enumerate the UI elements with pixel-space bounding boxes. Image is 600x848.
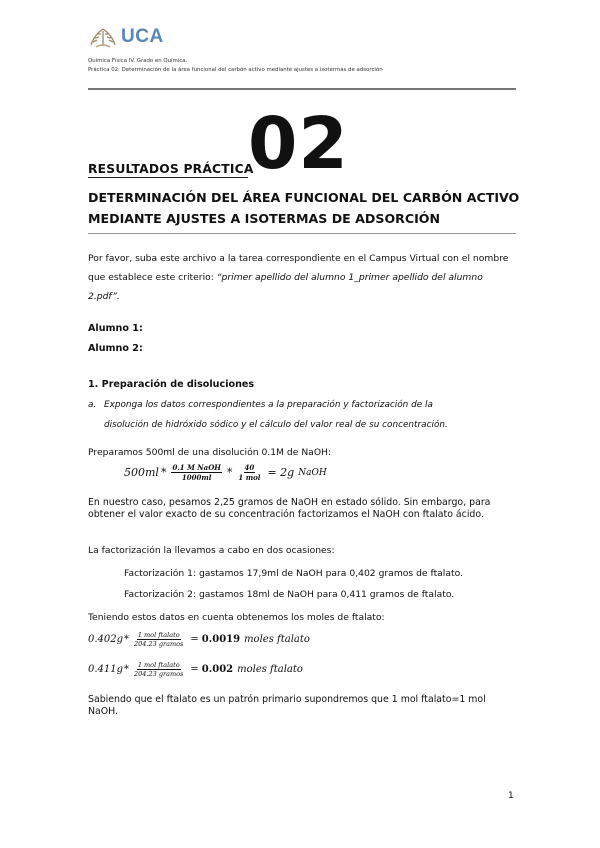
intro-text: Por favor, suba este archivo a la tarea correspondiente en el Campus Virtual con el nombre que establece este criterio:	[88, 253, 509, 283]
eq2-op: *	[124, 634, 130, 645]
subsection-a-line-1: Exponga los datos correspondientes a la preparación y factorización de la	[104, 400, 433, 410]
subsection-a	[88, 395, 520, 435]
page-number: 1	[508, 791, 514, 801]
eq2-result: 0.0019	[201, 634, 241, 645]
eq3-denominator: 204.23 gramos	[134, 670, 184, 678]
title-rule	[88, 233, 516, 234]
eq1-fraction-2	[237, 463, 261, 482]
factorization-1: Factorización 1: gastamos 17,9ml de NaOH para 0,402 gramos de ftalato.	[124, 568, 463, 579]
patron-paragraph: Sabiendo que el ftalato es un patrón primario supondremos que 1 mol ftalato=1 mol NaOH.	[88, 694, 486, 717]
case-paragraph: En nuestro caso, pesamos 2,25 gramos de NaOH en estado sólido. Sin embargo, para obtener el valor exacto de su concentración factorizamos el NaOH con ftalato ácido.	[88, 497, 491, 520]
eq1-rhs: = 2g	[267, 466, 295, 479]
title-line-2: MEDIANTE AJUSTES A ISOTERMAS DE ADSORCIÓN	[88, 211, 441, 226]
moles-paragraph: Teniendo estos datos en cuenta obtenemos los moles de ftalato:	[88, 612, 385, 623]
results-underline	[88, 177, 248, 178]
eq1-op-2: *	[226, 466, 233, 479]
laurel-emblem-icon	[88, 25, 118, 49]
eq3-lhs: 0.411g	[88, 664, 124, 675]
eq1-f1-numerator: 0.1 M NaOH	[172, 463, 221, 472]
eq1-lhs: 500ml	[124, 466, 159, 479]
eq1-unit: NaOH	[298, 467, 327, 478]
eq3-result: 0.002	[201, 664, 234, 675]
factorization-2: Factorización 2: gastamos 18ml de NaOH para 0,411 gramos de ftalato.	[124, 589, 455, 600]
eq1-op: *	[160, 466, 167, 479]
eq2-denominator: 204.23 gramos	[134, 640, 184, 648]
prepare-paragraph: Preparamos 500ml de una disolución 0.1M de NaOH:	[88, 447, 332, 458]
page-title	[88, 187, 528, 229]
eq3-unit: moles ftalato	[237, 664, 303, 675]
eq2-numerator: 1 mol ftalato	[137, 631, 180, 639]
equation-moles-2	[88, 661, 303, 678]
eq2-lhs: 0.402g	[88, 634, 124, 645]
header-practice: Práctica 02: Determinación de la área funcional del carbón activo mediante ajustes a isotermas de adsorción	[88, 67, 383, 73]
eq2-fraction	[133, 631, 184, 648]
eq1-fraction-1	[171, 463, 221, 482]
eq3-fraction	[133, 661, 184, 678]
eq3-op: *	[124, 664, 130, 675]
eq3-equals: =	[190, 664, 199, 675]
intro-paragraph	[88, 249, 516, 306]
student-2-label: Alumno 2:	[88, 343, 143, 354]
subsection-a-label: a.	[88, 400, 97, 410]
student-1-label: Alumno 1:	[88, 323, 143, 334]
section-heading: 1. Preparación de disoluciones	[88, 379, 255, 390]
university-logo	[88, 24, 164, 50]
title-line-1: DETERMINACIÓN DEL ÁREA FUNCIONAL DEL CARBÓN ACTIVO	[88, 190, 520, 205]
eq2-equals: =	[190, 634, 199, 645]
practice-number: 02	[248, 102, 349, 185]
eq2-unit: moles ftalato	[244, 634, 310, 645]
header-rule	[88, 88, 516, 90]
eq1-f1-denominator: 1000ml	[181, 473, 212, 482]
intro-filename: “primer apellido del alumno 1_primer apellido del alumno 2.pdf”.	[88, 272, 483, 302]
equation-moles-1	[88, 631, 310, 648]
logo-text: UCA	[121, 26, 164, 47]
header-course: Química Física IV. Grado en Química.	[88, 58, 188, 64]
eq3-numerator: 1 mol ftalato	[137, 661, 180, 669]
results-label: RESULTADOS PRÁCTICA	[88, 162, 254, 176]
eq1-f2-denominator: 1 mol	[238, 473, 261, 482]
subsection-a-line-2: disolución de hidróxido sódico y el cálculo del valor real de su concentración.	[104, 420, 448, 430]
eq1-f2-numerator: 40	[244, 463, 255, 472]
equation-naoh-mass	[124, 463, 327, 482]
factorization-paragraph: La factorización la llevamos a cabo en dos ocasiones:	[88, 545, 335, 556]
